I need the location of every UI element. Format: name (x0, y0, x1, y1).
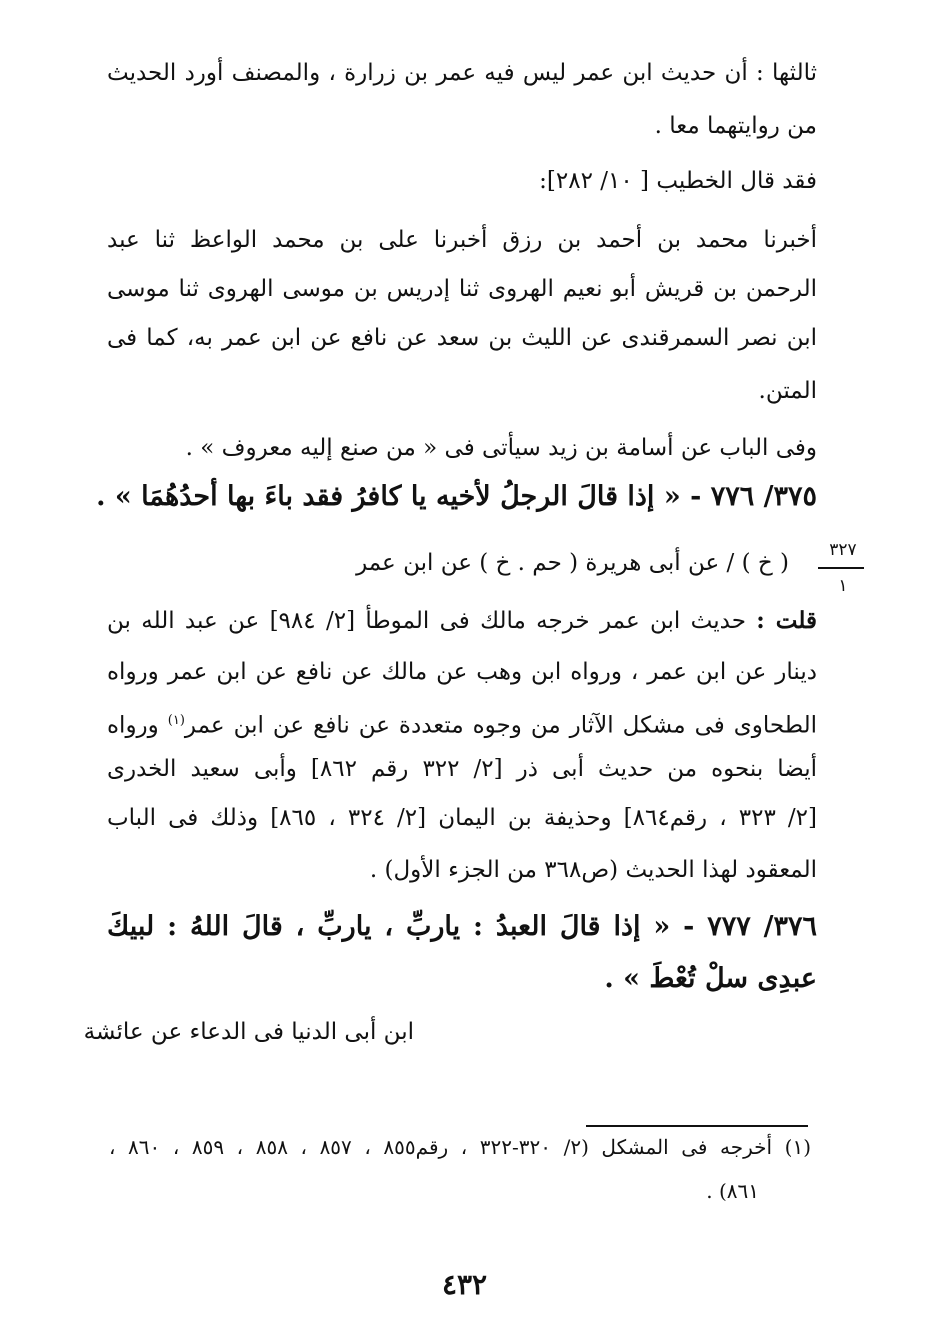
body-line: أخبرنا محمد بن أحمد بن رزق أخبرنا على بن محمد الواعظ ثنا عبد (107, 227, 817, 253)
body-line (107, 706, 817, 741)
body-line-text: ورواه (107, 712, 159, 739)
hadith-heading: ٣٧٦/ ٧٧٧ - « إذا قالَ العبدُ : ياربِّ ، ياربِّ ، قالَ اللهُ : لبيكَ (107, 911, 817, 942)
footnote-reference: (١) (167, 713, 185, 728)
body-line: فقد قال الخطيب [ ١٠/ ٢٨٢]: (539, 168, 817, 194)
source-line: ابن أبى الدنيا فى الدعاء عن عائشة (83, 1019, 414, 1045)
body-line: ثالثها : أن حديث ابن عمر ليس فيه عمر بن زرارة ، والمصنف أورد الحديث (107, 60, 817, 86)
body-line: ابن نصر السمرقندى عن الليث بن سعد عن نافع عن ابن عمر به، كما فى (107, 325, 817, 351)
source-line: ( خ ) / عن أبى هريرة ( حم . خ ) عن ابن عمر (356, 550, 789, 576)
body-line: أيضا بنحوه من حديث أبى ذر [٢/ ٣٢٢ رقم ٨٦٢] وأبى سعيد الخدرى (107, 756, 818, 782)
body-line: وفى الباب عن أسامة بن زيد سيأتى فى « من صنع إليه معروف » . (185, 435, 817, 461)
page-number: ٤٣٢ (441, 1268, 488, 1301)
body-line: الرحمن بن قريش أبو نعيم الهروى ثنا إدريس بن موسى الهروى ثنا موسى (107, 276, 817, 302)
body-line: المتن. (758, 378, 817, 404)
body-line: المعقود لهذا الحديث (ص٣٦٨ من الجزء الأول) . (369, 857, 817, 883)
body-line: من روايتهما معا . (654, 113, 817, 139)
footnote-line: ٨٦١) . (706, 1179, 759, 1203)
margin-note-bottom: ١ (838, 576, 848, 596)
margin-note-top: ٣٢٧ (829, 540, 857, 560)
body-line-text: حديث ابن عمر خرجه مالك فى الموطأ [٢/ ٩٨٤] عن عبد الله بن (107, 608, 746, 634)
body-line (107, 606, 817, 636)
margin-rule (818, 567, 864, 569)
hadith-heading: عبدِى سلْ تُعْطَ » . (604, 963, 817, 994)
body-line: دينار عن ابن عمر ، ورواه ابن وهب عن مالك عن نافع عن ابن عمر ورواه (107, 659, 817, 685)
body-line-text: الطحاوى فى مشكل الآثار من وجوه متعددة عن نافع عن ابن عمر (184, 712, 817, 739)
body-line: [٢/ ٣٢٣ ، رقم٨٦٤] وحذيفة بن اليمان [٢/ ٣٢٤ ، ٨٦٥] وذلك فى الباب (107, 805, 818, 831)
qult-label: قلت : (756, 607, 817, 634)
footnote-line: (١) أخرجه فى المشكل (٢/ ٣٢٠-٣٢٢ ، رقم٨٥٥ ، ٨٥٧ ، ٨٥٨ ، ٨٥٩ ، ٨٦٠ ، (109, 1135, 812, 1159)
footnote-separator (586, 1125, 808, 1127)
hadith-heading: ٣٧٥/ ٧٧٦ - « إذا قالَ الرجلُ لأخيه يا كافرُ فقد باءَ بها أحدُهُمَا » . (96, 481, 817, 512)
